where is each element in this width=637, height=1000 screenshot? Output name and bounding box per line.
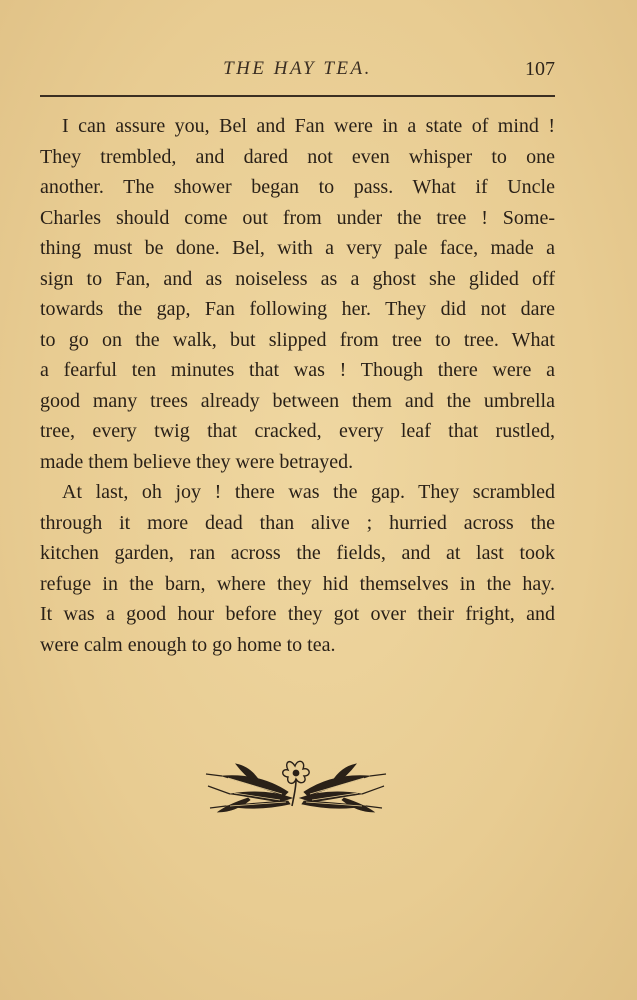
paragraph-2: [40, 477, 555, 660]
paragraph-1: [40, 111, 555, 477]
text-line: tree, every twig that cracked, every leaf that rustled,: [40, 420, 555, 442]
text-line: I can assure you, Bel and Fan were in a state of mind !: [62, 115, 555, 137]
text-line: sign to Fan, and as noiseless as a ghost she glided off: [40, 267, 555, 290]
text-line: to go on the walk, but slipped from tree to tree. What: [40, 328, 555, 351]
text-line: Charles should come out from under the tree ! Some-: [40, 206, 555, 229]
running-title: THE HAY TEA.: [223, 58, 372, 79]
text-line: another. The shower began to pass. What if Uncle: [40, 176, 555, 198]
text-line: At last, oh joy ! there was the gap. They scrambled: [62, 481, 555, 503]
text-line: towards the gap, Fan following her. They did not dare: [40, 298, 555, 320]
text-line: were calm enough to go home to tea.: [40, 633, 336, 656]
text-line: good many trees already between them and the umbrella: [40, 389, 555, 412]
text-line: made them believe they were betrayed.: [40, 450, 354, 473]
header-rule: [40, 95, 555, 97]
page-number: 107: [525, 58, 555, 80]
text-line: through it more dead than alive ; hurried across the: [40, 511, 555, 534]
body-text: [40, 111, 555, 660]
text-line: It was a good hour before they got over their fright, and: [40, 603, 555, 625]
text-line: thing must be done. Bel, with a very pale face, made a: [40, 237, 555, 259]
text-line: a fearful ten minutes that was ! Though there were a: [40, 359, 555, 381]
text-line: They trembled, and dared not even whisper to one: [40, 145, 555, 168]
text-line: kitchen garden, ran across the fields, and at last took: [40, 542, 555, 564]
running-head: [40, 58, 555, 88]
text-line: refuge in the barn, where they hid themselves in the hay.: [40, 572, 555, 595]
floral-tailpiece-icon: [200, 752, 390, 814]
